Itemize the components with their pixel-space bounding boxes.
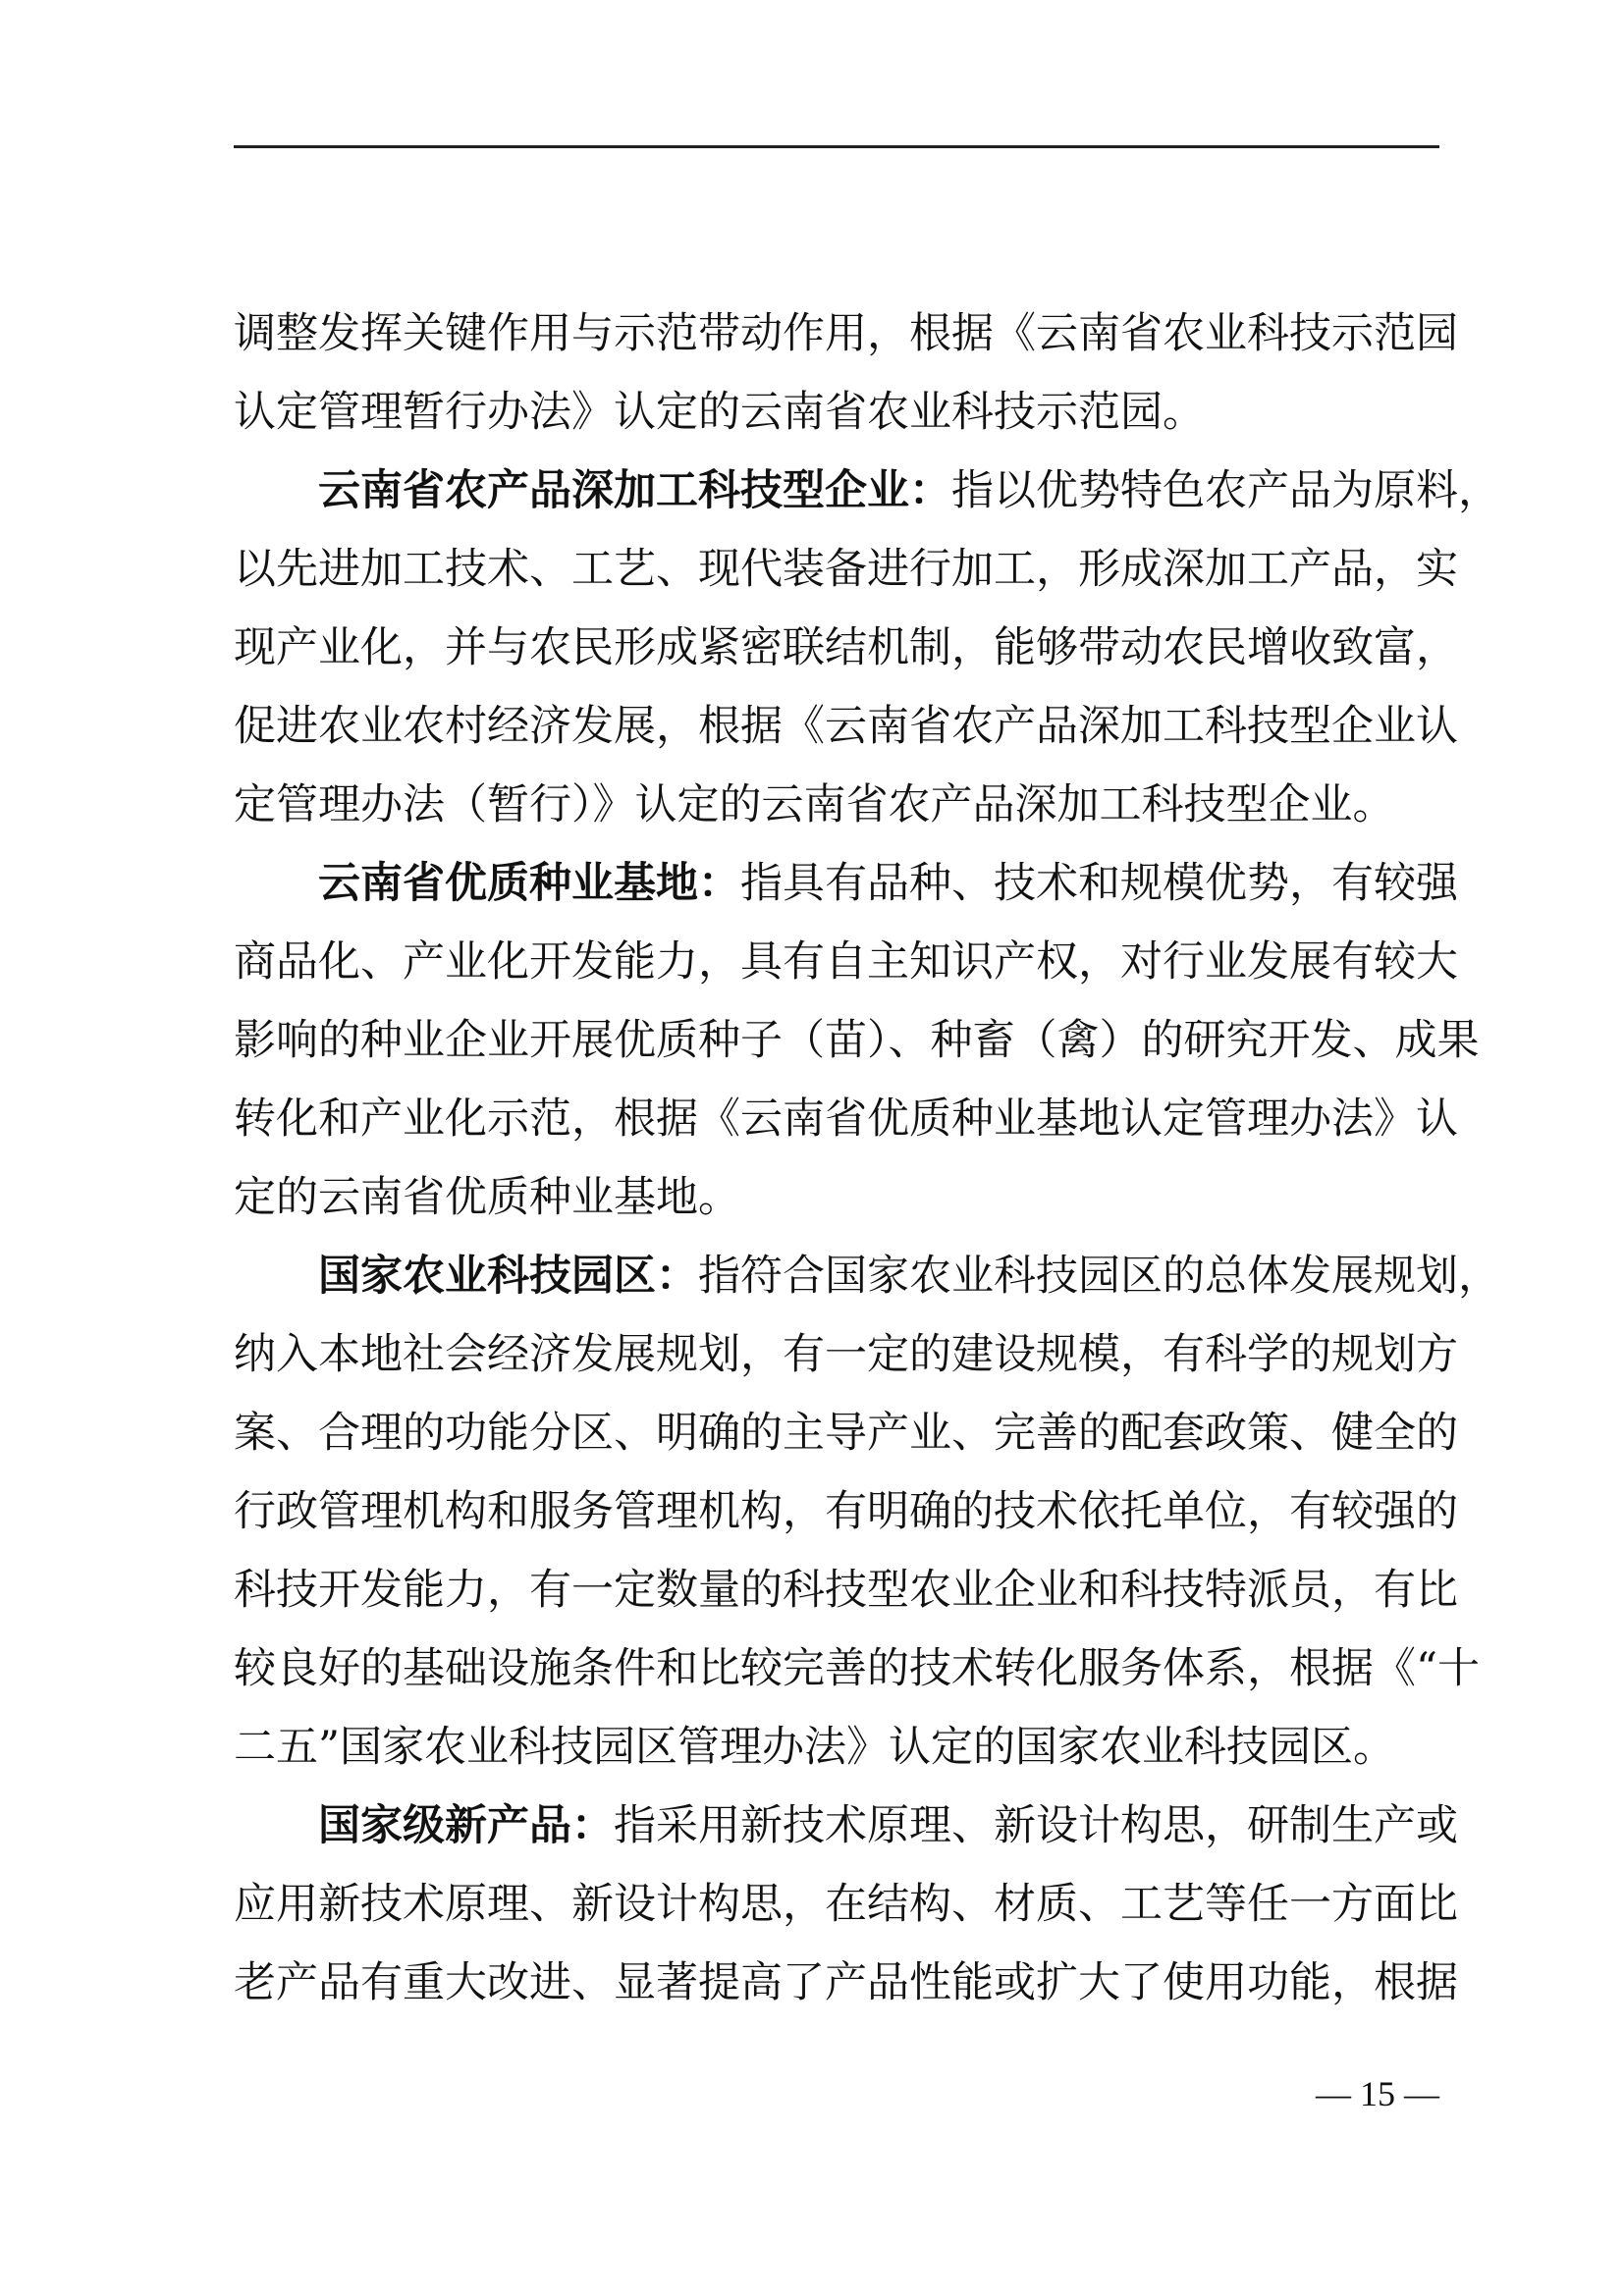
text-line: 老产品有重大改进、显著提高了产品性能或扩大了使用功能，根据 <box>234 1958 1458 2007</box>
page-number: — 15 — <box>1316 2074 1439 2113</box>
text-line: 促进农业农村经济发展，根据《云南省农产品深加工科技型企业认 <box>234 702 1458 751</box>
body-text <box>234 294 1500 2022</box>
term-heading: 云南省农产品深加工科技型企业： <box>318 466 951 515</box>
text-line: 商品化、产业化开发能力，具有自主知识产权，对行业发展有较大 <box>234 937 1458 987</box>
text-line: 行政管理机构和服务管理机构，有明确的技术依托单位，有较强的 <box>234 1487 1458 1536</box>
text-line: 定管理办法（暂行）》认定的云南省农产品深加工科技型企业。 <box>234 780 1395 829</box>
text-line: 较良好的基础设施条件和比较完善的技术转化服务体系，根据《“十 <box>234 1644 1480 1693</box>
paragraph-first-line: 云南省农产品深加工科技型企业：指以优势特色农产品为原料， <box>318 466 1500 515</box>
paragraph-first-line: 云南省优质种业基地：指具有品种、技术和规模优势，有较强 <box>318 859 1458 908</box>
text-line: 案、合理的功能分区、明确的主导产业、完善的配套政策、健全的 <box>234 1409 1458 1458</box>
paragraph-first-line: 国家级新产品：指采用新技术原理、新设计构思，研制生产或 <box>318 1801 1458 1850</box>
text-line: 定的云南省优质种业基地。 <box>234 1173 740 1222</box>
paragraph-first-line: 国家农业科技园区：指符合国家农业科技园区的总体发展规划， <box>318 1252 1500 1301</box>
text-line: 二五”国家农业科技园区管理办法》认定的国家农业科技园区。 <box>234 1723 1395 1772</box>
term-heading: 国家级新产品： <box>318 1801 614 1850</box>
term-heading: 云南省优质种业基地： <box>318 859 740 908</box>
text-line: 纳入本地社会经济发展规划，有一定的建设规模，有科学的规划方 <box>234 1330 1458 1379</box>
text-line: 现产业化，并与农民形成紧密联结机制，能够带动农民增收致富， <box>234 623 1458 672</box>
text-line: 转化和产业化示范，根据《云南省优质种业基地认定管理办法》认 <box>234 1095 1458 1144</box>
text-line: 科技开发能力，有一定数量的科技型农业企业和科技特派员，有比 <box>234 1566 1458 1615</box>
text-line: 应用新技术原理、新设计构思，在结构、材质、工艺等任一方面比 <box>234 1880 1458 1929</box>
term-heading: 国家农业科技园区： <box>318 1252 698 1301</box>
text-line: 以先进加工技术、工艺、现代装备进行加工，形成深加工产品，实 <box>234 545 1458 594</box>
text-line: 影响的种业企业开展优质种子（苗）、种畜（禽）的研究开发、成果 <box>234 1016 1480 1065</box>
header-rule <box>234 145 1439 148</box>
text-line: 调整发挥关键作用与示范带动作用，根据《云南省农业科技示范园 <box>234 309 1458 358</box>
text-line: 认定管理暂行办法》认定的云南省农业科技示范园。 <box>234 388 1205 437</box>
